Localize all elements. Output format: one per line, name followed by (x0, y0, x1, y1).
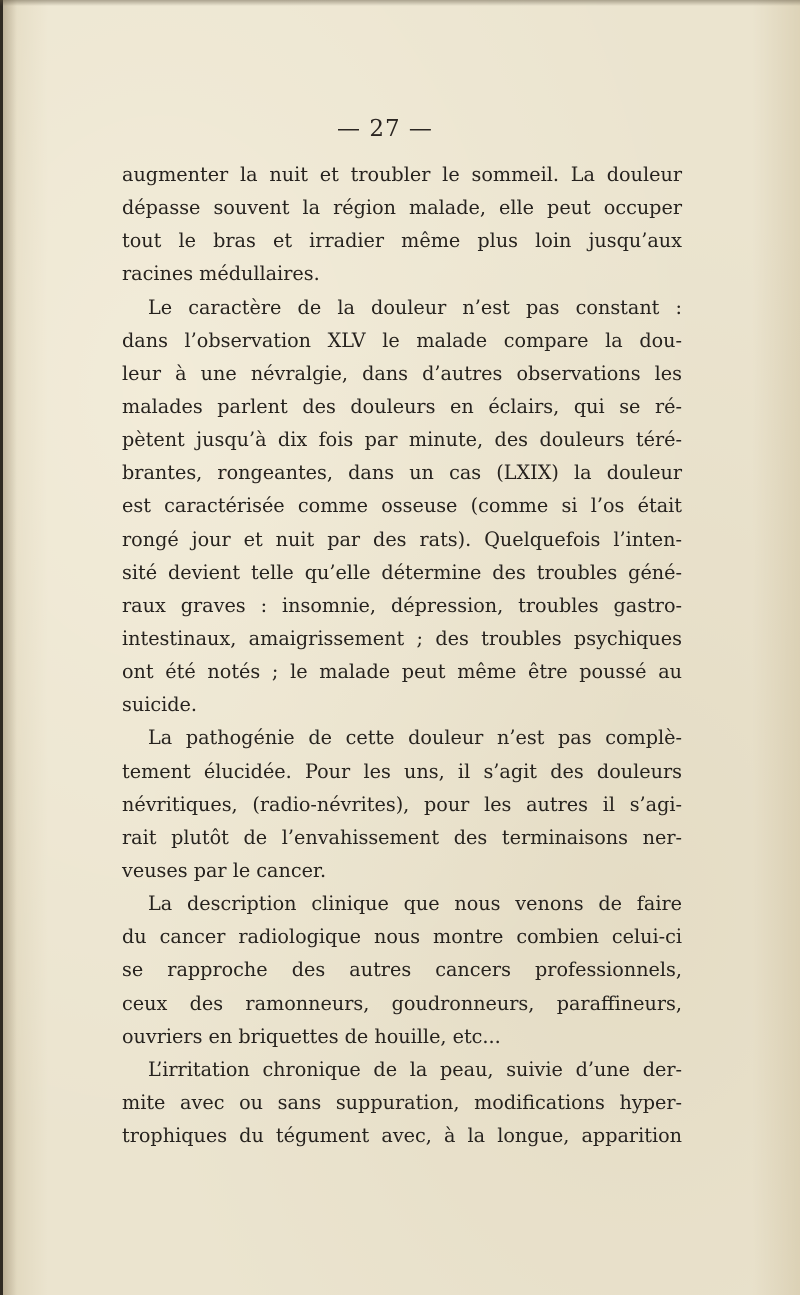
text-line: dépasse souvent la région malade, elle peut occuper (122, 196, 682, 220)
text-line: se rapproche des autres cancers professionnels, (122, 958, 682, 982)
text-line: névritiques, (radio-névrites), pour les autres il s’agi- (122, 792, 682, 816)
text-line: Le caractère de la douleur n’est pas constant : (148, 295, 682, 319)
page-binding-shadow (3, 0, 17, 1295)
text-line: sité devient telle qu’elle détermine des troubles géné- (122, 560, 682, 584)
text-line: La description clinique que nous venons de faire (148, 892, 682, 916)
text-line: rongé jour et nuit par des rats). Quelquefois l’inten- (122, 527, 682, 551)
text-line: tement élucidée. Pour les uns, il s’agit des douleurs (122, 759, 682, 783)
text-line: brantes, rongeantes, dans un cas (LXIX) la douleur (122, 461, 682, 485)
text-line: veuses par le cancer. (122, 858, 327, 882)
text-line: ouvriers en briquettes de houille, etc... (122, 1024, 501, 1048)
text-line: raux graves : insomnie, dépression, troubles gastro- (122, 593, 682, 617)
text-line: pètent jusqu’à dix fois par minute, des douleurs téré- (122, 428, 682, 452)
body-text (122, 158, 682, 1152)
text-line: malades parlent des douleurs en éclairs, qui se ré- (122, 394, 682, 418)
text-line: La pathogénie de cette douleur n’est pas complè- (148, 726, 682, 750)
text-line: racines médullaires. (122, 262, 320, 286)
text-line: augmenter la nuit et troubler le sommeil. La douleur (122, 163, 682, 186)
text-line: suicide. (122, 693, 197, 717)
text-line: du cancer radiologique nous montre combien celui-ci (122, 925, 682, 949)
text-line: leur à une névralgie, dans d’autres observations les (122, 361, 682, 385)
text-line: mite avec ou sans suppuration, modifications hyper- (122, 1090, 682, 1114)
text-line: L’irritation chronique de la peau, suivie d’une der- (148, 1057, 682, 1081)
text-line: est caractérisée comme osseuse (comme si l’os était (122, 494, 682, 518)
text-line: ont été notés ; le malade peut même être poussé au (122, 660, 682, 684)
page-number: — 27 — (337, 116, 433, 142)
page-top-edge (0, 0, 800, 6)
text-line: trophiques du tégument avec, à la longue, apparition (122, 1124, 682, 1148)
text-line: dans l’observation XLV le malade compare la dou- (122, 328, 682, 352)
text-line: rait plutôt de l’envahissement des terminaisons ner- (122, 825, 682, 849)
text-line: tout le bras et irradier même plus loin jusqu’aux (122, 229, 682, 253)
text-line: ceux des ramonneurs, goudronneurs, paraffineurs, (122, 991, 682, 1015)
text-line: intestinaux, amaigrissement ; des troubles psychiques (122, 626, 682, 650)
